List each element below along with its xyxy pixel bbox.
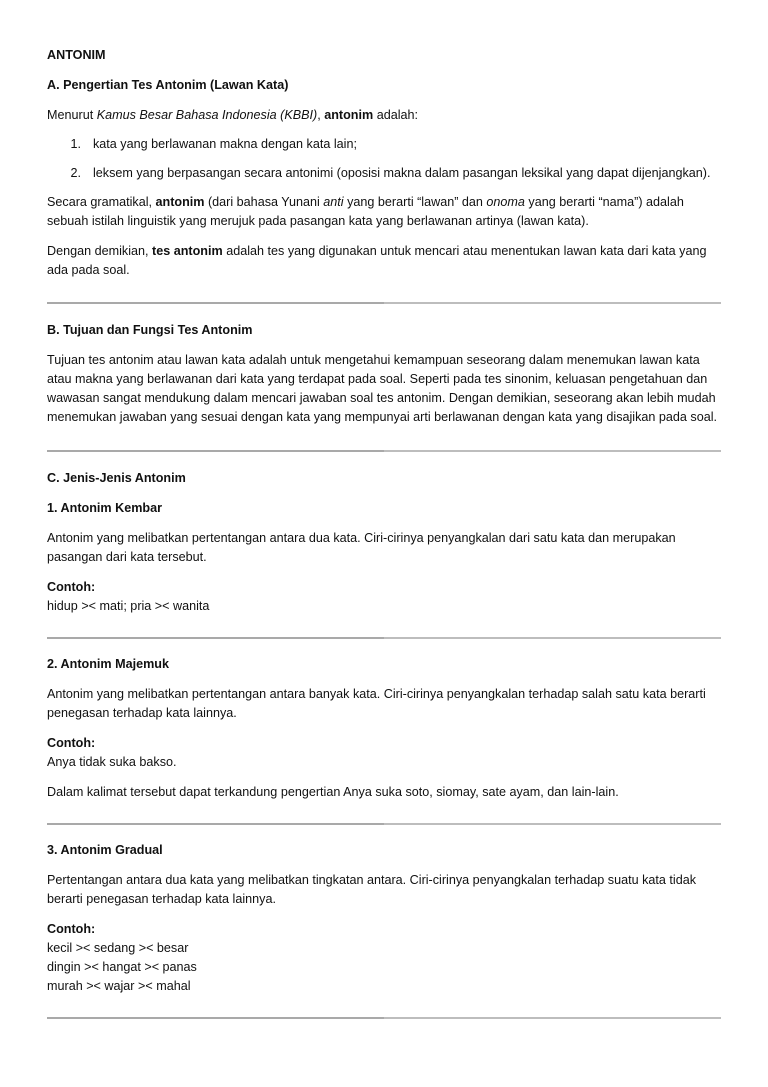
- kembar-description: Antonim yang melibatkan pertentangan antara dua kata. Ciri-cirinya penyangkalan dari satu kata dan merupakan pasangan dari kata tersebut.: [47, 531, 676, 564]
- example-line: Anya tidak suka bakso.: [47, 755, 177, 769]
- intro-source: Kamus Besar Bahasa Indonesia (KBBI): [96, 108, 318, 122]
- example-line: hidup >< mati; pria >< wanita: [47, 599, 210, 613]
- section-divider: [47, 450, 721, 452]
- conclusion-text: adalah tes yang digunakan untuk mencari atau menentukan lawan kata dari kata yang ada pada soal.: [47, 244, 707, 277]
- gradual-description: Pertentangan antara dua kata yang melibatkan tingkatan antara. Ciri-cirinya penyangkalan terhadap suatu kata tidak berarti penegasan terhadap kata lainnya.: [47, 873, 696, 906]
- majemuk-description: Antonim yang melibatkan pertentangan antara banyak kata. Ciri-cirinya penyangkalan terhadap salah satu kata berarti penegasan terhadap kata lainnya.: [47, 687, 706, 720]
- kembar-heading: 1. Antonim Kembar: [47, 501, 162, 515]
- document-page: [47, 46, 721, 1019]
- list-item-text: leksem yang berpasangan secara antonimi (oposisi makna dalam pasangan leksikal yang dapat dijenjangkan).: [93, 166, 711, 180]
- intro-term: antonim: [324, 108, 374, 122]
- document-title: ANTONIM: [47, 48, 106, 62]
- grammar-onoma: onoma: [486, 195, 525, 209]
- section-divider: [47, 823, 721, 825]
- intro-prefix: Menurut: [47, 108, 97, 122]
- list-item: [47, 135, 721, 154]
- gradual-example-block: [47, 920, 721, 996]
- definition-list: [47, 135, 721, 183]
- section-a-heading: A. Pengertian Tes Antonim (Lawan Kata): [47, 78, 289, 92]
- majemuk-note: Dalam kalimat tersebut dapat terkandung pengertian Anya suka soto, siomay, sate ayam, dan lain-lain.: [47, 785, 619, 799]
- grammar-text: (dari bahasa Yunani: [204, 195, 324, 209]
- section-a-conclusion: [47, 242, 721, 280]
- grammar-text: Secara gramatikal,: [47, 195, 156, 209]
- intro-suffix: adalah:: [373, 108, 419, 122]
- list-item-text: kata yang berlawanan makna dengan kata lain;: [93, 137, 357, 151]
- section-a-grammar-paragraph: [47, 193, 721, 231]
- conclusion-text: Dengan demikian,: [47, 244, 153, 258]
- gradual-heading: 3. Antonim Gradual: [47, 843, 163, 857]
- section-b-heading: B. Tujuan dan Fungsi Tes Antonim: [47, 323, 253, 337]
- section-divider: [47, 302, 721, 304]
- majemuk-example-block: [47, 734, 721, 772]
- intro-comma: ,: [317, 108, 325, 122]
- list-item-number: 1.: [70, 137, 81, 151]
- example-line: dingin >< hangat >< panas: [47, 960, 197, 974]
- conclusion-term: tes antonim: [152, 244, 223, 258]
- majemuk-heading: 2. Antonim Majemuk: [47, 657, 169, 671]
- section-divider: [47, 637, 721, 639]
- list-item: [47, 164, 721, 183]
- list-item-number: 2.: [70, 166, 81, 180]
- grammar-text: yang berarti “lawan” dan: [343, 195, 487, 209]
- section-b-body: Tujuan tes antonim atau lawan kata adalah untuk mengetahui kemampuan seseorang dalam menemukan lawan kata atau makna yang berlawanan dari kata yang terdapat pada soal. Seperti pada tes sinonim, keluasan pengetahuan dan wawasan sangat mendukung dalam mencari jawaban soal tes antonim. Dengan demikian, seseorang akan lebih mudah menemukan jawaban yang sesuai dengan kata yang mempunyai arti berlawanan dengan kata yang disajikan pada soal.: [47, 353, 718, 424]
- example-line: kecil >< sedang >< besar: [47, 941, 189, 955]
- kembar-example-block: [47, 578, 721, 616]
- grammar-text: yang berarti “nama”) adalah sebuah istilah linguistik yang merujuk pada pasangan kata yang berlawanan artinya (lawan kata).: [47, 195, 684, 228]
- section-a-intro: [47, 106, 721, 125]
- section-c-heading: C. Jenis-Jenis Antonim: [47, 471, 186, 485]
- contoh-label: Contoh:: [47, 580, 96, 594]
- contoh-label: Contoh:: [47, 736, 96, 750]
- contoh-label: Contoh:: [47, 922, 96, 936]
- example-line: murah >< wajar >< mahal: [47, 979, 191, 993]
- grammar-term: antonim: [155, 195, 205, 209]
- section-divider: [47, 1017, 721, 1019]
- grammar-anti: anti: [323, 195, 344, 209]
